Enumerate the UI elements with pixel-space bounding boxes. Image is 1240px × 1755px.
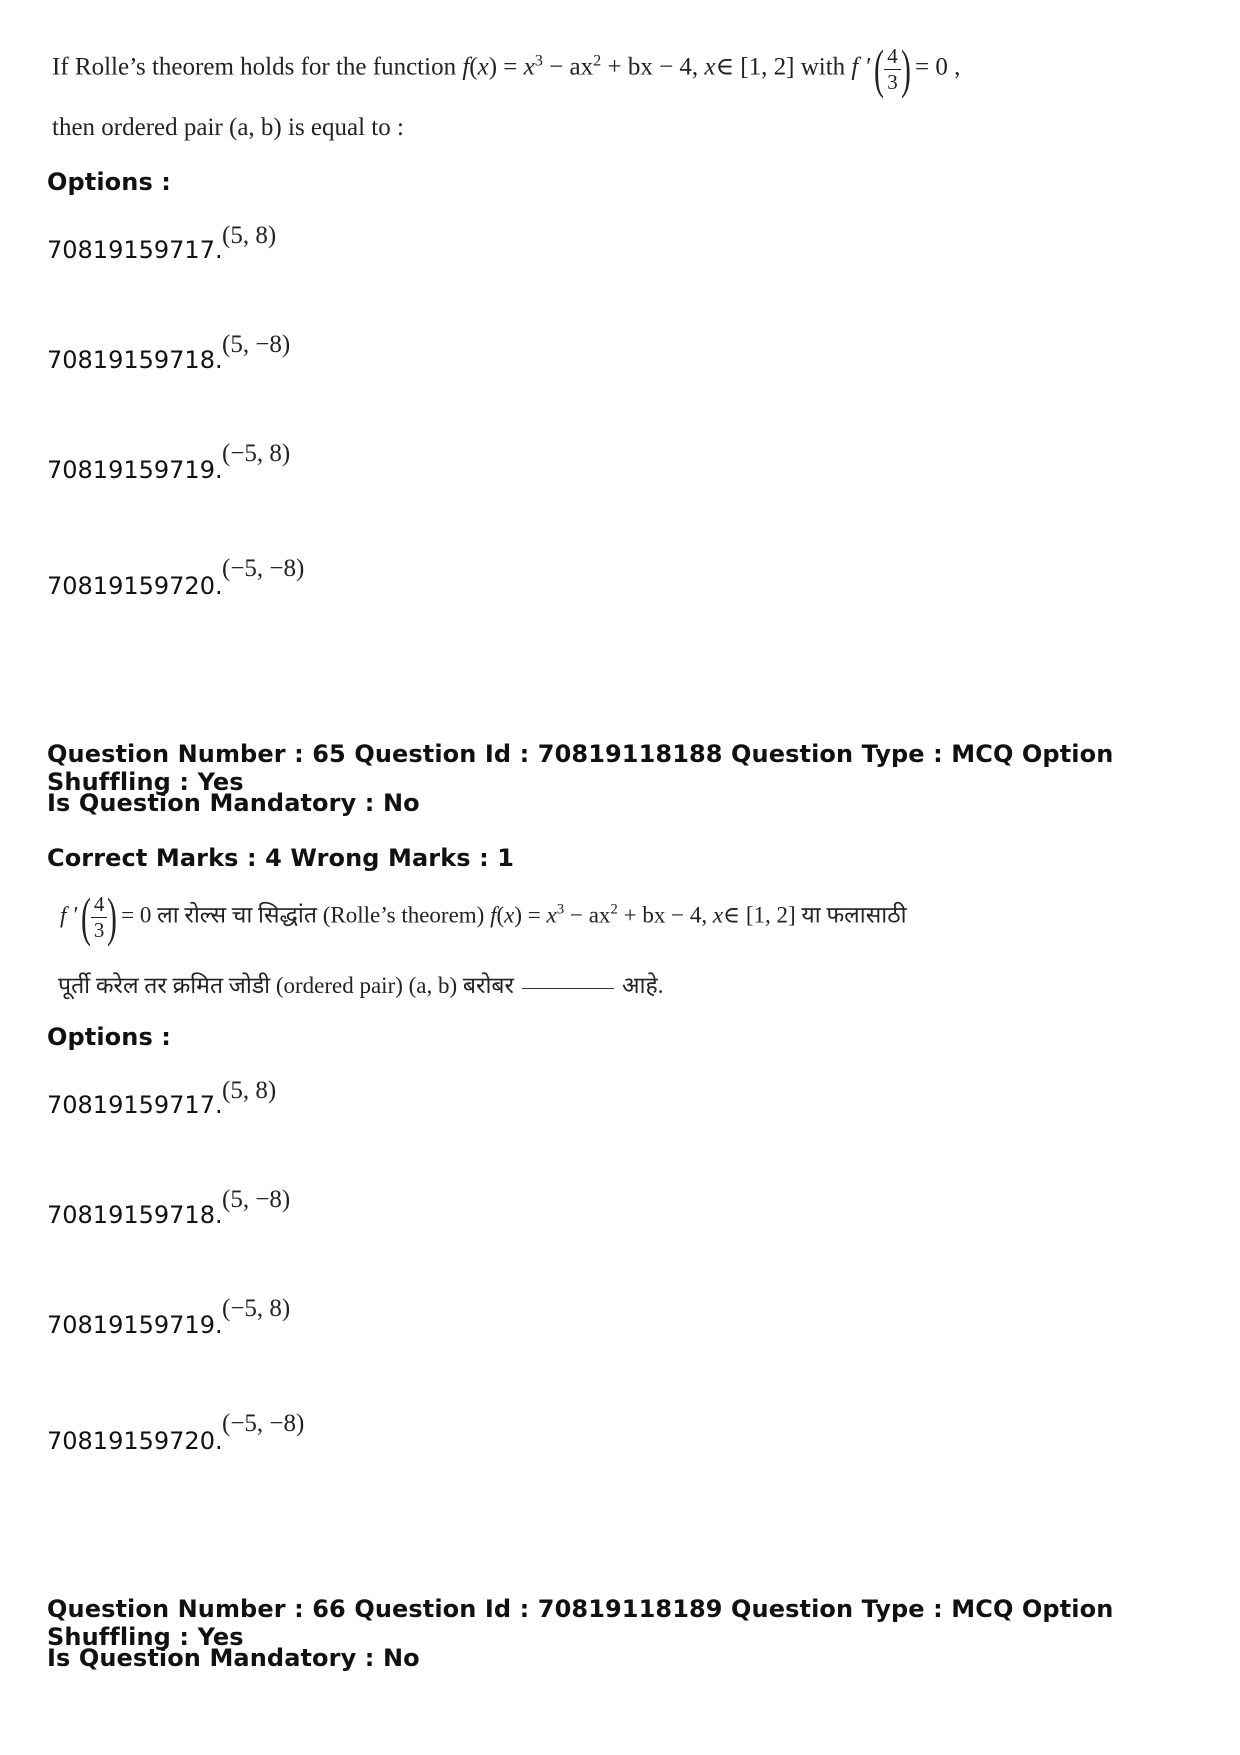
math-x: x (523, 53, 535, 81)
option-value: (−5, 8) (222, 1295, 291, 1322)
fill-in-blank (522, 988, 614, 989)
option-value: (−5, −8) (222, 555, 305, 582)
math-fprime: f ′ (60, 902, 78, 928)
option-value: (5, 8) (222, 222, 277, 249)
math-x: x (477, 53, 489, 81)
math-eq-zero: = 0 , (908, 53, 961, 81)
q65-question-line2 (58, 968, 663, 1000)
math-close-paren: ) (107, 887, 118, 947)
option-row[interactable] (47, 236, 223, 264)
math-fraction (91, 892, 108, 941)
option-id: 70819159719. (47, 456, 223, 484)
math-x: x (504, 902, 515, 928)
options-label: Options : (47, 168, 171, 196)
fraction-denominator: 3 (93, 917, 105, 942)
math-exponent: 2 (610, 901, 618, 918)
option-row[interactable] (47, 1427, 223, 1455)
option-value: (5, 8) (222, 1077, 277, 1104)
option-row[interactable] (47, 1311, 223, 1339)
math-exponent: 2 (593, 51, 602, 70)
option-id: 70819159720. (47, 572, 223, 600)
q64-question-line1 (52, 39, 961, 99)
q65-meta-line2: Is Question Mandatory : No (47, 789, 420, 817)
option-id: 70819159717. (47, 236, 223, 264)
math-term: + bx − 4, (617, 902, 713, 928)
math-term: − ax (564, 902, 611, 928)
option-id: 70819159718. (47, 1201, 223, 1229)
option-id: 70819159720. (47, 1427, 223, 1455)
q65-question-line1 (60, 887, 907, 947)
math-fprime: f ′ (851, 53, 871, 81)
math-f: f (462, 53, 470, 81)
math-domain: ∈ [1, 2] with (715, 53, 852, 81)
option-row[interactable] (47, 456, 223, 484)
math-domain: ∈ [1, 2] (723, 902, 796, 928)
math-eq-zero: = 0 (115, 902, 158, 928)
option-id: 70819159718. (47, 346, 223, 374)
option-row[interactable] (47, 572, 223, 600)
math-exponent: 3 (534, 51, 543, 70)
q65-text-marathi: पूर्ती करेल तर क्रमित जोडी (ordered pair) (a, b) बरोबर (58, 973, 514, 998)
math-eq: = (497, 53, 524, 81)
math-term: + bx − 4, (601, 53, 705, 81)
q65-text-marathi: ला रोल्स चा सिद्धांत (Rolle’s theorem) (157, 902, 491, 928)
option-value: (5, −8) (222, 331, 291, 358)
option-row[interactable] (47, 1091, 223, 1119)
fraction-numerator: 4 (884, 44, 901, 69)
math-eq: = (522, 902, 547, 928)
math-f: f (490, 902, 497, 928)
q64-text-prefix: If Rolle’s theorem holds for the function (52, 53, 463, 81)
math-open-paren: ( (874, 39, 885, 99)
option-row[interactable] (47, 346, 223, 374)
option-value: (−5, 8) (222, 440, 291, 467)
math-exponent: 3 (556, 901, 565, 918)
q65-meta-line1: Question Number : 65 Question Id : 70819118188 Question Type : MCQ Option Shuffling : Yes (47, 740, 1114, 796)
math-term: − ax (542, 53, 594, 81)
math-x: x (704, 53, 716, 81)
option-value: (−5, −8) (222, 1410, 305, 1437)
q66-meta-line1: Question Number : 66 Question Id : 70819118189 Question Type : MCQ Option Shuffling : Yes (47, 1595, 1114, 1651)
fraction-numerator: 4 (91, 892, 108, 917)
math-paren: ( (496, 902, 505, 928)
options-label: Options : (47, 1023, 171, 1051)
math-paren: ) (488, 53, 498, 81)
q65-text-marathi: आहे. (621, 973, 664, 998)
math-open-paren: ( (80, 887, 91, 947)
math-x: x (546, 902, 557, 928)
option-row[interactable] (47, 1201, 223, 1229)
q64-question-line2: then ordered pair (a, b) is equal to : (52, 114, 404, 141)
q65-text-marathi: या फलासाठी (795, 902, 907, 928)
q65-meta-line3: Correct Marks : 4 Wrong Marks : 1 (47, 844, 515, 872)
math-close-paren: ) (900, 39, 911, 99)
option-id: 70819159719. (47, 1311, 223, 1339)
math-x: x (712, 902, 724, 928)
option-value: (5, −8) (222, 1186, 291, 1213)
math-fraction (884, 44, 901, 93)
fraction-denominator: 3 (887, 69, 898, 94)
math-paren: ) (514, 902, 523, 928)
option-id: 70819159717. (47, 1091, 223, 1119)
math-paren: ( (469, 53, 478, 81)
q66-meta-line2: Is Question Mandatory : No (47, 1644, 420, 1672)
